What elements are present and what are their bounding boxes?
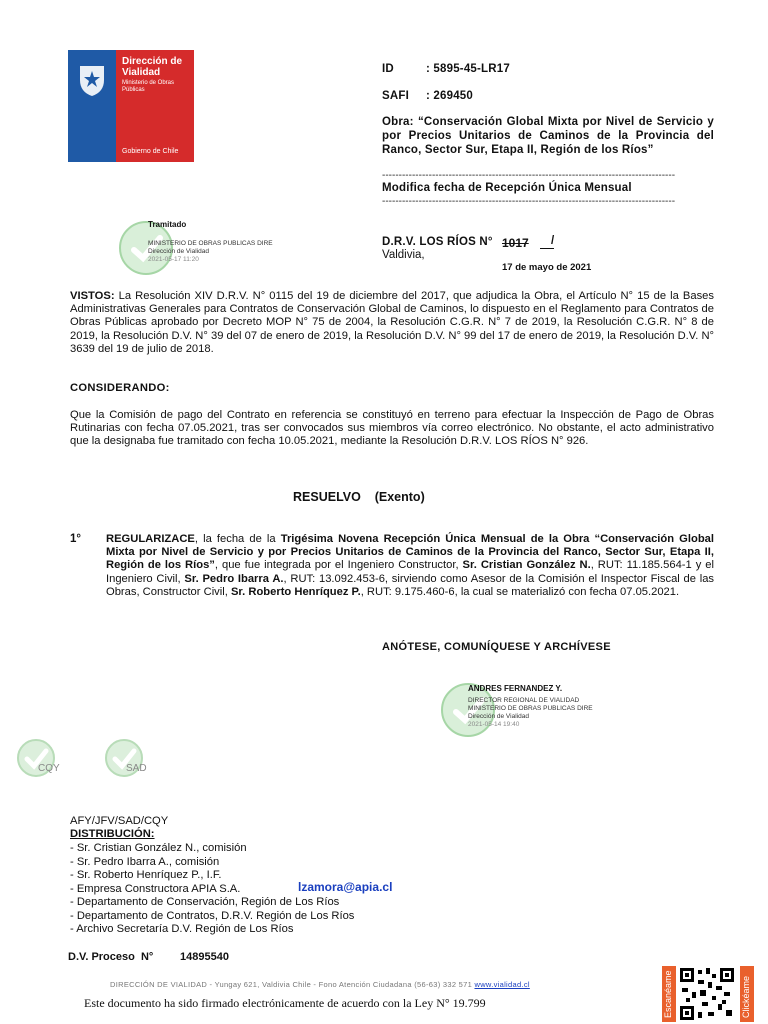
item1-person3: Sr. Roberto Henríquez P. [230, 585, 361, 598]
obra-title: Obra: “Conservación Global Mixta por Nivel de Servicio y por Precios Unitarios de Caminos de la Provincia del Ranco, Sector Sur, Etapa II, Región de los Ríos” [382, 116, 714, 156]
separator-top: ---------------------------------------------------------------------------------------- [382, 170, 676, 181]
drv-slash: / [551, 235, 555, 247]
list-item: - Sr. Cristian González N., comisión [70, 842, 247, 854]
item1-obra: Trigésima Novena Recepción Única Mensual de la Obra “Conservación Global Mixta por Nivel de Servicio y por Precios Unitarios de Caminos de la Provincia del Ranco, Sector Sur, Etapa II, Región de los Ríos” [106, 533, 714, 572]
proceso-value: 14895540 [180, 951, 229, 963]
item-number: 1° [70, 533, 81, 545]
distribucion-list [70, 842, 490, 937]
check-label-cqy: CQY [38, 763, 60, 774]
item1-person1: Sr. Cristian González N. [462, 559, 591, 572]
proceso-label: D.V. Proceso N° [68, 951, 154, 963]
list-item: - Sr. Pedro Ibarra A., comisión [70, 855, 220, 868]
id-value: : 5895-45-LR17 [426, 63, 510, 75]
list-item: - Archivo Secretaría D.V. Región de Los Ríos [70, 923, 294, 935]
signer-ministry: MINISTERIO DE OBRAS PUBLICAS DIRE [468, 705, 593, 712]
chile-shield-icon [76, 62, 108, 98]
gobierno-logo [68, 50, 194, 162]
stamp-timestamp: 2021-05-17 11:20 [148, 256, 199, 263]
vistos-paragraph [70, 290, 714, 356]
id-label: ID [382, 63, 394, 75]
signer-title: DIRECTOR REGIONAL DE VIALIDAD [468, 697, 580, 704]
signer-direccion: Dirección de Vialidad [468, 713, 529, 720]
qr-code-icon[interactable] [678, 966, 736, 1022]
item1-paragraph [106, 533, 714, 599]
considerando-text: Que la Comisión de pago del Contrato en referencia se constituyó en terreno para efectuar la Inspección de Pago de Obras Rutinarias con fecha 07.05.2021, tras ser convocados sus miembros vía correo electrónico. No obstante, el acto administrativo que la designaba fue tramitado con fecha 10.05.2021, mediante la Resolución D.R.V. LOS RÍOS N° 926. [70, 409, 714, 448]
anotese-closing: ANÓTESE, COMUNÍQUESE Y ARCHÍVESE [382, 641, 611, 653]
document-date: 17 de mayo de 2021 [502, 262, 592, 273]
logo-line1: Dirección de [122, 56, 183, 67]
clickeame-tab [740, 966, 754, 1022]
tramitado-stamp [118, 214, 318, 274]
email-address: lzamora@apia.cl [298, 880, 393, 894]
item1-text-d: , RUT: 13.092.453-6, sirviendo como Asesor de la Comisión el Inspector Fiscal de las Obras, Constructor Civil, [106, 572, 715, 598]
footer-address-text: DIRECCIÓN DE VIALIDAD - Yungay 621, Valdivia Chile - Fono Atención Ciudadana (56-63) 332 571 [110, 980, 473, 989]
drv-label: D.R.V. LOS RÍOS N° [382, 236, 493, 248]
stamp-direccion: Dirección de Vialidad [148, 248, 209, 255]
safi-value: : 269450 [426, 90, 473, 102]
logo-gov: Gobierno de Chile [122, 148, 179, 155]
modifica-title: Modifica fecha de Recepción Única Mensual [382, 182, 632, 194]
resuelvo-heading: RESUELVO (Exento) [293, 490, 425, 504]
logo-red-band [116, 50, 194, 162]
item1-person2: Sr. Pedro Ibarra A. [184, 572, 284, 585]
footer-link[interactable]: www.vialidad.cl [474, 980, 530, 989]
signature-stamp [440, 680, 650, 740]
stamp-ministry: MINISTERIO DE OBRAS PUBLICAS DIRE [148, 240, 273, 247]
check-stamp-cqy [16, 738, 72, 778]
clickeame-label: Clickéame [741, 975, 751, 1018]
distribucion-label: DISTRIBUCIÓN: [70, 828, 155, 840]
signer-name: ANDRES FERNANDEZ Y. [468, 684, 563, 693]
item1-text-a: , la fecha de la [194, 533, 281, 545]
item1-regulariza: REGULARIZACE [106, 533, 195, 545]
check-label-sad: SAD [126, 763, 147, 774]
list-item: - Empresa Constructora APIA S.A. [70, 882, 241, 895]
initials: AFY/JFV/SAD/CQY [70, 815, 169, 827]
footer-address [110, 980, 530, 989]
drv-number: 1017 [502, 236, 529, 250]
signed-notice: Este documento ha sido firmado electrónicamente de acuerdo con la Ley N° 19.799 [84, 996, 486, 1010]
item1-text-b: , que fue integrada por el Ingeniero Constructor, [214, 559, 463, 572]
logo-sub1: Ministerio de Obras [122, 80, 175, 86]
item1-text-e: , RUT: 9.175.460-6, la cual se materializó con fecha 07.05.2021. [360, 585, 680, 598]
logo-line2: Vialidad [122, 67, 161, 78]
signer-timestamp: 2021-05-14 19:40 [468, 721, 520, 728]
tramitado-label: Tramitado [148, 220, 187, 229]
considerando-label: CONSIDERANDO: [70, 382, 170, 394]
vistos-text: La Resolución XIV D.R.V. N° 0115 del 19 de diciembre del 2017, que adjudica la Obra, el Artículo N° 15 de la Bases Administrativas Generales para Contratos de Conservación Global de Caminos, lo dispuesto en el Reglamento para Contratos de Obras Públicas aprobado por Decreto MOP N° 75 de 2004, la Resolución C.G.R. N° 7 de 2019, la Resolución C.G.R. N° 8 de 2019, la Resolución D.V. N° 39 del 07 de enero de 2019, la Resolución D.V. N° 99 del 17 de enero de 2019, la Resolución D.V. N° 3639 del 19 de julio de 2018. [70, 290, 714, 355]
logo-blue-band [68, 50, 116, 162]
escaneame-tab [662, 966, 676, 1022]
logo-sub2: Públicas [122, 87, 145, 93]
separator-bottom: ---------------------------------------------------------------------------------------- [382, 196, 676, 207]
safi-label: SAFI [382, 90, 409, 102]
item1-text-c: , RUT: 11.185.564-1 y el Ingeniero Civil, [106, 559, 714, 585]
list-item: - Departamento de Contratos, D.R.V. Región de Los Ríos [70, 909, 355, 922]
list-item: - Sr. Roberto Henríquez P., I.F. [70, 869, 222, 881]
city-label: Valdivia, [382, 249, 425, 261]
escaneame-label: Escanéame [663, 970, 673, 1018]
list-item: - Departamento de Conservación, Región de Los Ríos [70, 896, 340, 908]
check-stamp-sad [104, 738, 160, 778]
vistos-label: VISTOS: [70, 290, 115, 302]
